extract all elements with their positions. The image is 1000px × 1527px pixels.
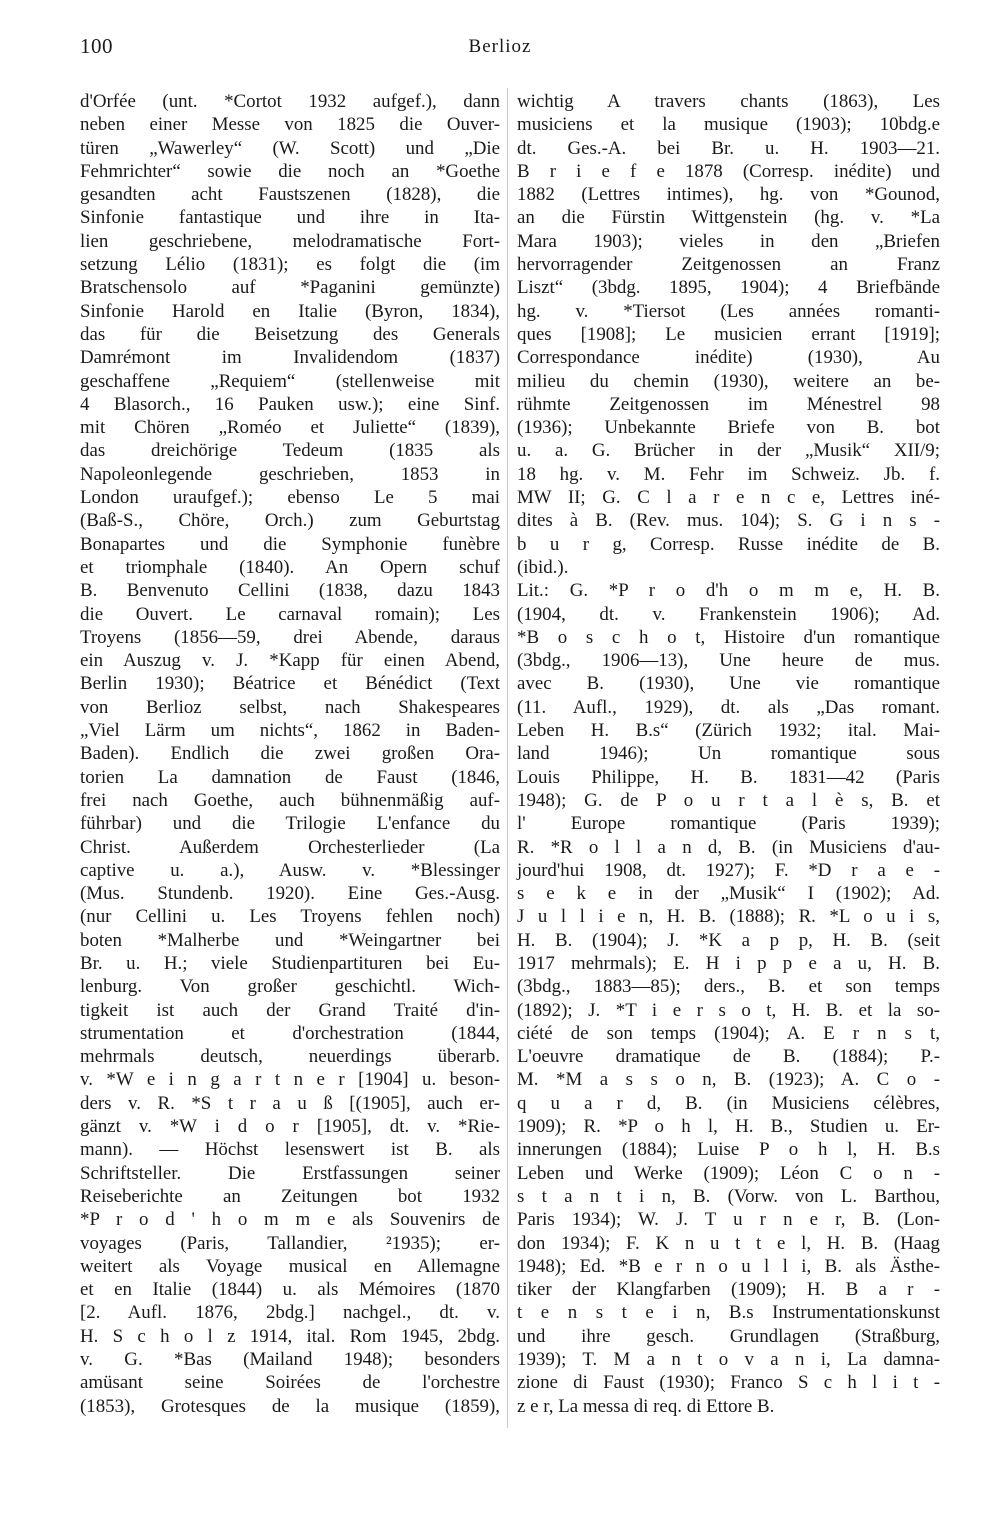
text-line: et triomphale (1840). An Opern schuf: [80, 556, 500, 578]
text-line: (1892); J. *T i e r s o t, H. B. et la so-: [517, 999, 940, 1021]
text-line: Liszt“ (3bdg. 1895, 1904); 4 Briefbände: [517, 277, 940, 299]
text-line: (1936); Unbekannte Briefe von B. bot: [517, 417, 940, 439]
text-line: v. G. *Bas (Mailand 1948); besonders: [80, 1349, 500, 1371]
text-line: Louis Philippe, H. B. 1831—42 (Paris: [517, 766, 940, 788]
text-line: Bratschensolo auf *Paganini gemünzte): [80, 277, 500, 299]
text-line: boten *Malherbe und *Weingartner bei: [80, 929, 500, 951]
text-line: (nur Cellini u. Les Troyens fehlen noch): [80, 906, 500, 928]
text-line: wichtig A travers chants (1863), Les: [517, 91, 940, 112]
text-line: (1853), Grotesques de la musique (1859),: [80, 1395, 500, 1417]
text-line: don 1934); F. K n u t t e l, H. B. (Haag: [517, 1232, 940, 1254]
text-line: 1909); R. *P o h l, H. B., Studien u. Er-: [517, 1116, 940, 1138]
text-line: 1948); G. de P o u r t a l è s, B. et: [517, 789, 940, 811]
text-line: Lit.: G. *P r o d'h o m m e, H. B.: [517, 580, 940, 602]
text-line: (Baß-S., Chöre, Orch.) zum Geburtstag: [80, 510, 500, 532]
text-line: Napoleonlegende geschrieben, 1853 in: [80, 463, 500, 485]
text-line: Reiseberichte an Zeitungen bot 1932: [80, 1185, 500, 1207]
text-line: (3bdg., 1883—85); ders., B. et son temps: [517, 976, 940, 998]
text-line: und ihre gesch. Grundlagen (Straßburg,: [517, 1325, 940, 1347]
text-line: Leben und Werke (1909); Léon C o n -: [517, 1162, 940, 1184]
text-line: Berlin 1930); Béatrice et Bénédict (Text: [80, 673, 500, 695]
text-line: b u r g, Corresp. Russe inédite de B.: [517, 533, 940, 555]
text-line: setzung Lélio (1831); es folgt die (im: [80, 254, 500, 276]
text-line: führbar) und die Trilogie L'enfance du: [80, 813, 500, 835]
text-line: an die Fürstin Wittgenstein (hg. v. *La: [517, 207, 940, 229]
text-line: (ibid.).: [517, 556, 569, 578]
text-line: ein Auszug v. J. *Kapp für einen Abend,: [80, 650, 500, 672]
text-line: „Viel Lärm um nichts“, 1862 in Baden-: [80, 720, 500, 742]
text-line: R. *R o l l a n d, B. (in Musiciens d'au-: [517, 836, 940, 858]
text-line: von Berlioz selbst, nach Shakespeares: [80, 696, 500, 718]
right-column: [517, 90, 940, 1418]
text-line: (1904, dt. v. Frankenstein 1906); Ad.: [517, 603, 940, 625]
text-line: neben einer Messe von 1825 die Ouver-: [80, 114, 500, 136]
text-line: B r i e f e 1878 (Corresp. inédite) und: [517, 160, 940, 182]
text-line: dt. Ges.-A. bei Br. u. H. 1903—21.: [517, 137, 940, 159]
text-line: s t a n t i n, B. (Vorw. von L. Barthou,: [517, 1185, 940, 1207]
text-line: v. *W e i n g a r t n e r [1904] u. beson-: [80, 1069, 500, 1091]
text-line: gesandten acht Faustszenen (1828), die: [80, 184, 500, 206]
text-line: Correspondance inédite) (1930), Au: [517, 347, 940, 369]
text-line: Sinfonie fantastique und ihre in Ita-: [80, 207, 500, 229]
text-line: Christ. Außerdem Orchesterlieder (La: [80, 836, 500, 858]
text-line: (Mus. Stundenb. 1920). Eine Ges.-Ausg.: [80, 883, 500, 905]
text-line: Troyens (1856—59, drei Abende, daraus: [80, 626, 500, 648]
text-line: Br. u. H.; viele Studienpartituren bei Eu-: [80, 952, 500, 974]
text-line: Bonapartes und die Symphonie funèbre: [80, 533, 500, 555]
text-line: das dreichörige Tedeum (1835 als: [80, 440, 500, 462]
column-divider: [507, 88, 508, 1428]
text-line: u. a. G. Brücher in der „Musik“ XII/9;: [517, 440, 940, 462]
text-line: q u a r d, B. (in Musiciens célèbres,: [517, 1092, 940, 1114]
text-line: lien geschriebene, melodramatische Fort-: [80, 230, 500, 252]
text-line: 1948); Ed. *B e r n o u l l i, B. als Ästhe-: [517, 1255, 940, 1277]
text-line: t e n s t e i n, B.s Instrumentationskunst: [517, 1302, 940, 1324]
text-line: amüsant seine Soirées de l'orchestre: [80, 1372, 500, 1394]
text-line: weitert als Voyage musical en Allemagne: [80, 1255, 500, 1277]
text-line: Paris 1934); W. J. T u r n e r, B. (Lon-: [517, 1209, 940, 1231]
text-line: M. *M a s s o n, B. (1923); A. C o -: [517, 1069, 940, 1091]
text-line: gänzt v. *W i d o r [1905], dt. v. *Rie-: [80, 1116, 500, 1138]
text-line: Damrémont im Invalidendom (1837): [80, 347, 500, 369]
text-line: dites à B. (Rev. mus. 104); S. G i n s -: [517, 510, 940, 532]
text-line: 18 hg. v. M. Fehr im Schweiz. Jb. f.: [517, 463, 940, 485]
text-line: ciété de son temps (1904); A. E r n s t,: [517, 1022, 940, 1044]
text-line: milieu du chemin (1930), weitere an be-: [517, 370, 940, 392]
text-line: tigkeit ist auch der Grand Traité d'in-: [80, 999, 500, 1021]
text-line: innerungen (1884); Luise P o h l, H. B.s: [517, 1139, 940, 1161]
text-line: z e r, La messa di req. di Ettore B.: [517, 1395, 775, 1417]
text-line: captive u. a.), Ausw. v. *Blessinger: [80, 859, 500, 881]
text-line: B. Benvenuto Cellini (1838, dazu 1843: [80, 580, 500, 602]
text-line: strumentation et d'orchestration (1844,: [80, 1022, 500, 1044]
left-column: [80, 90, 500, 1418]
text-line: das für die Beisetzung des Generals: [80, 323, 500, 345]
text-line: l' Europe romantique (Paris 1939);: [517, 813, 940, 835]
text-line: land 1946); Un romantique sous: [517, 743, 940, 765]
text-line: hervorragender Zeitgenossen an Franz: [517, 254, 940, 276]
text-line: J u l l i e n, H. B. (1888); R. *L o u i s,: [517, 906, 940, 928]
text-line: 1882 (Lettres intimes), hg. von *Gounod,: [517, 184, 940, 206]
text-line: hg. v. *Tiersot (Les années romanti-: [517, 300, 940, 322]
text-line: musiciens et la musique (1903); 10bdg.e: [517, 114, 940, 136]
text-line: mehrmals deutsch, neuerdings überarb.: [80, 1046, 500, 1068]
text-line: d'Orfée (unt. *Cortot 1932 aufgef.), dann: [80, 91, 500, 112]
text-line: *P r o d ' h o m m e als Souvenirs de: [80, 1209, 500, 1231]
text-line: Schriftsteller. Die Erstfassungen seiner: [80, 1162, 500, 1184]
text-line: Baden). Endlich die zwei großen Ora-: [80, 743, 500, 765]
text-line: Mara 1903); vieles in den „Briefen: [517, 230, 940, 252]
text-line: lenburg. Von großer geschichtl. Wich-: [80, 976, 500, 998]
text-line: ques [1908]; Le musicien errant [1919];: [517, 323, 940, 345]
text-line: Sinfonie Harold en Italie (Byron, 1834),: [80, 300, 500, 322]
text-line: (11. Aufl., 1929), dt. als „Das romant.: [517, 696, 940, 718]
text-line: avec B. (1930), Une vie romantique: [517, 673, 940, 695]
text-line: voyages (Paris, Tallandier, ²1935); er-: [80, 1232, 500, 1254]
text-line: türen „Wawerley“ (W. Scott) und „Die: [80, 137, 500, 159]
text-line: 1917 mehrmals); E. H i p p e a u, H. B.: [517, 952, 940, 974]
text-line: die Ouvert. Le carnaval romain); Les: [80, 603, 500, 625]
text-line: *B o s c h o t, Histoire d'un romantique: [517, 626, 940, 648]
text-line: tiker der Klangfarben (1909); H. B a r -: [517, 1279, 940, 1301]
text-line: London uraufgef.); ebenso Le 5 mai: [80, 487, 500, 509]
text-line: 1939); T. M a n t o v a n i, La damna-: [517, 1349, 940, 1371]
running-head: [80, 34, 920, 64]
text-line: H. S c h o l z 1914, ital. Rom 1945, 2bdg.: [80, 1325, 500, 1347]
text-line: torien La damnation de Faust (1846,: [80, 766, 500, 788]
text-line: 4 Blasorch., 16 Pauken usw.); eine Sinf.: [80, 393, 500, 415]
page-number: 100: [80, 34, 113, 58]
running-title: Berlioz: [468, 36, 532, 57]
text-line: et en Italie (1844) u. als Mémoires (1870: [80, 1279, 500, 1301]
text-line: s e k e in der „Musik“ I (1902); Ad.: [517, 883, 940, 905]
text-line: jourd'hui 1908, dt. 1927); F. *D r a e -: [517, 859, 940, 881]
text-line: zione di Faust (1930); Franco S c h l i t -: [517, 1372, 940, 1394]
text-line: mann). — Höchst lesenswert ist B. als: [80, 1139, 500, 1161]
text-line: frei nach Goethe, auch bühnenmäßig auf-: [80, 789, 500, 811]
text-line: H. B. (1904); J. *K a p p, H. B. (seit: [517, 929, 940, 951]
text-line: ders v. R. *S t r a u ß [(1905], auch er-: [80, 1092, 500, 1114]
text-line: rühmte Zeitgenossen im Ménestrel 98: [517, 393, 940, 415]
text-line: geschaffene „Requiem“ (stellenweise mit: [80, 370, 500, 392]
text-line: MW II; G. C l a r e n c e, Lettres iné-: [517, 487, 940, 509]
text-line: mit Chören „Roméo et Juliette“ (1839),: [80, 417, 500, 439]
text-line: L'oeuvre dramatique de B. (1884); P.-: [517, 1046, 940, 1068]
text-line: Leben H. B.s“ (Zürich 1932; ital. Mai-: [517, 720, 940, 742]
text-line: (3bdg., 1906—13), Une heure de mus.: [517, 650, 940, 672]
text-line: Fehmrichter“ sowie die noch an *Goethe: [80, 160, 500, 182]
text-line: [2. Aufl. 1876, 2bdg.] nachgel., dt. v.: [80, 1302, 500, 1324]
